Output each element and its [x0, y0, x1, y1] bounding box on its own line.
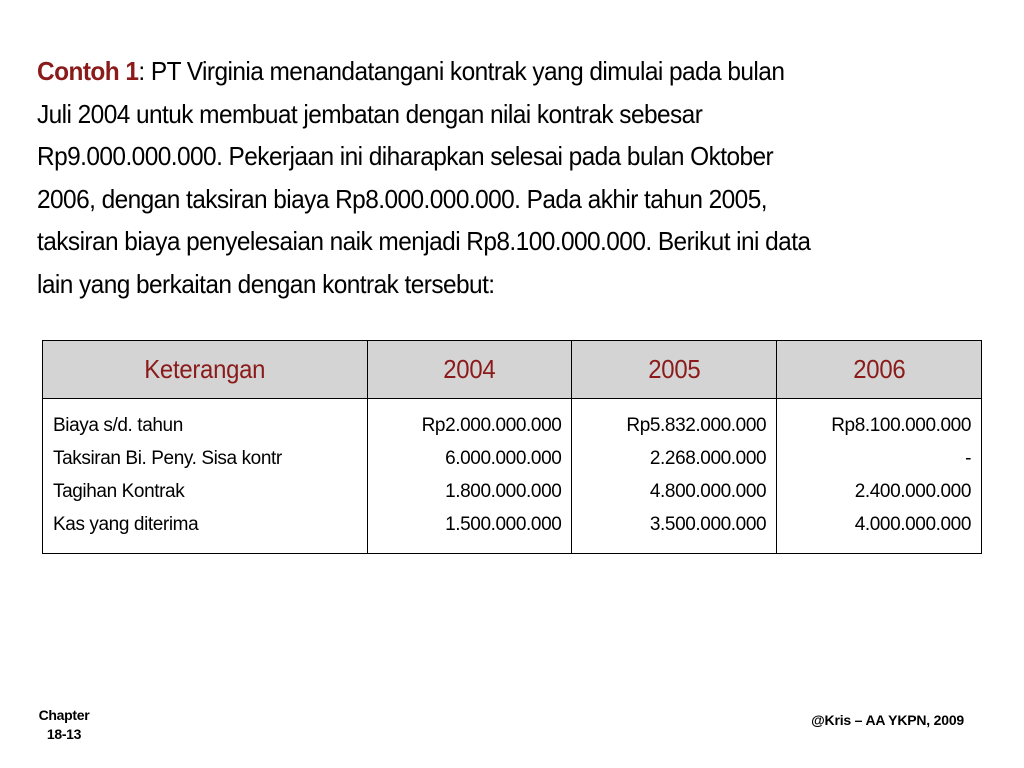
intro-text: : PT Virginia menandatangani kontrak yang dimulai pada bulan: [138, 56, 785, 86]
value-biaya-2005: Rp5.832.000.000: [626, 415, 767, 436]
row-label-taksiran: Taksiran Bi. Peny. Sisa kontr: [53, 448, 282, 469]
intro-line-5: taksiran biaya penyelesaian naik menjadi Rp8.100.000.000. Berikut ini data: [37, 226, 811, 256]
intro-line-4: 2006, dengan taksiran biaya Rp8.000.000.000. Pada akhir tahun 2005,: [37, 183, 767, 214]
row-label-biaya: Biaya s/d. tahun: [53, 415, 183, 436]
labels-cell: [43, 399, 368, 554]
table-body-row: [43, 399, 982, 554]
value-kas-2004: 1.500.000.000: [445, 514, 562, 535]
value-kas-2005: 3.500.000.000: [649, 514, 767, 535]
values-2006-cell: [777, 399, 982, 554]
column-header-2005: [572, 341, 777, 399]
column-header-label: 2004: [443, 354, 496, 384]
value-biaya-2004: Rp2.000.000.000: [421, 415, 562, 436]
column-header-2006: [777, 341, 982, 399]
chapter-label: Chapter: [38, 707, 90, 723]
contract-data-table: [42, 340, 982, 554]
row-label-kas: Kas yang diterima: [53, 514, 199, 535]
chapter-footer: [30, 706, 98, 744]
values-2004-cell: [367, 399, 572, 554]
value-tagihan-2004: 1.800.000.000: [445, 481, 562, 502]
column-header-label: 2005: [648, 354, 701, 384]
column-header-keterangan: [43, 341, 368, 399]
row-label-tagihan: Tagihan Kontrak: [53, 481, 185, 502]
value-taksiran-2006: -: [965, 448, 971, 469]
column-header-label: Keterangan: [144, 354, 266, 384]
intro-line-6: lain yang berkaitan dengan kontrak tersebut:: [37, 268, 495, 299]
example-title: Contoh 1: [37, 56, 139, 86]
value-kas-2006: 4.000.000.000: [854, 514, 971, 535]
column-header-label: 2006: [853, 354, 906, 384]
column-header-2004: [367, 341, 572, 399]
chapter-number: 18-13: [46, 726, 82, 742]
value-taksiran-2004: 6.000.000.000: [445, 448, 562, 469]
intro-line-3: Rp9.000.000.000. Pekerjaan ini diharapkan selesai pada bulan Oktober: [37, 141, 774, 171]
value-biaya-2006: Rp8.100.000.000: [831, 415, 971, 436]
value-tagihan-2006: 2.400.000.000: [854, 481, 971, 502]
credit-footer: @Kris – AA YKPN, 2009: [811, 712, 964, 728]
table-header-row: [43, 341, 982, 399]
value-taksiran-2005: 2.268.000.000: [649, 448, 767, 469]
values-2005-cell: [572, 399, 777, 554]
intro-line-2: Juli 2004 untuk membuat jembatan dengan nilai kontrak sebesar: [37, 98, 703, 129]
value-tagihan-2005: 4.800.000.000: [649, 481, 767, 502]
intro-line-1: [37, 50, 939, 93]
intro-paragraph: [37, 50, 939, 305]
